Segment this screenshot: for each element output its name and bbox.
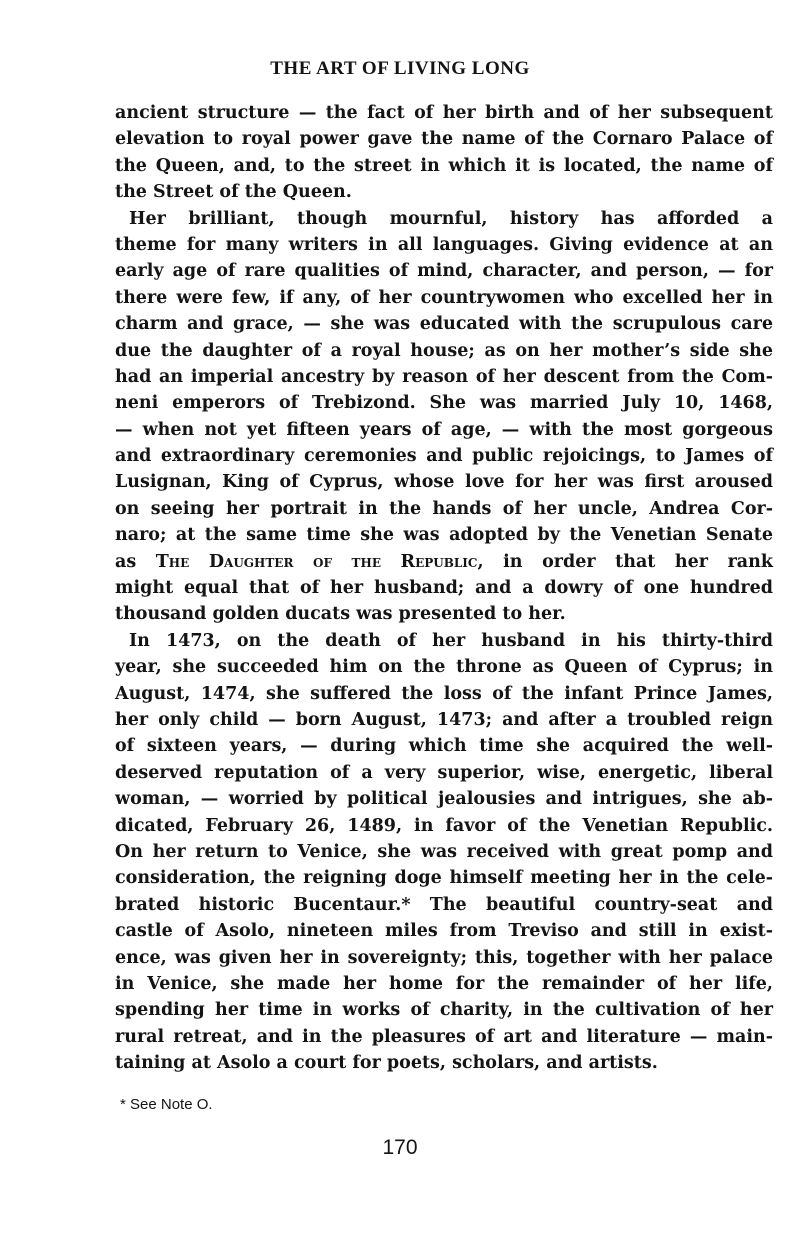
text-line: taining at Asolo a court for poets, scholars, and artists.	[115, 1053, 658, 1074]
text-line: On her return to Venice, she was received with great pomp and	[115, 841, 773, 862]
text-line: the Street of the Queen.	[115, 182, 352, 203]
text-line: spending her time in works of charity, in the cultivation of her	[115, 1000, 773, 1021]
text-line: the Queen, and, to the street in which it is located, the name of	[115, 155, 773, 176]
text-line: in Venice, she made her home for the remainder of her life,	[115, 973, 773, 994]
text-line: year, she succeeded him on the throne as Queen of Cyprus; in	[115, 657, 773, 678]
text-line: elevation to royal power gave the name of the Cornaro Palace of	[115, 129, 773, 150]
text-line: rural retreat, and in the pleasures of art and literature — main-	[115, 1026, 773, 1047]
text-line: castle of Asolo, nineteen miles from Treviso and still in exist-	[115, 921, 773, 942]
text-line: deserved reputation of a very superior, wise, energetic, liberal	[115, 762, 773, 783]
text-line: — when not yet fifteen years of age, — with the most gorgeous	[115, 419, 773, 440]
text-line: theme for many writers in all languages. Giving evidence at an	[115, 234, 773, 255]
text-line: dicated, February 26, 1489, in favor of the Venetian Republic.	[115, 815, 773, 836]
text-line: had an imperial ancestry by reason of her descent from the Com-	[115, 366, 773, 387]
text-line: might equal that of her husband; and a dowry of one hundred	[115, 578, 773, 599]
text-line: In 1473, on the death of her husband in his thirty-third	[129, 630, 773, 651]
text-line: charm and grace, — she was educated with the scrupulous care	[115, 314, 773, 335]
text-line-small-caps	[115, 549, 773, 575]
text-line: Lusignan, King of Cyprus, whose love for her was first aroused	[115, 472, 773, 493]
text-line: woman, — worried by political jealousies and intrigues, she ab-	[115, 789, 773, 810]
body-text	[115, 100, 773, 1076]
text-line: ancient structure — the fact of her birth and of her subsequent	[115, 103, 773, 123]
footnote: * See Note O.	[120, 1096, 213, 1113]
text-line: Her brilliant, though mournful, history has afforded a	[129, 208, 773, 229]
text-line: and extraordinary ceremonies and public rejoicings, to James of	[115, 446, 773, 467]
text-line: naro; at the same time she was adopted by the Venetian Senate	[115, 525, 773, 546]
text-line: of sixteen years, — during which time she acquired the well-	[115, 736, 773, 757]
text-line: due the daughter of a royal house; as on her mother’s side she	[115, 340, 773, 361]
text-line: thousand golden ducats was presented to her.	[115, 604, 566, 625]
text-line: there were few, if any, of her countrywomen who excelled her in	[115, 287, 773, 308]
page-number: 170	[382, 1136, 418, 1159]
small-caps-phrase: The Daughter of the Republic	[155, 551, 478, 572]
text-line: early age of rare qualities of mind, character, and person, — for	[115, 261, 773, 282]
running-head: THE ART OF LIVING LONG	[270, 58, 530, 79]
text-line: on seeing her portrait in the hands of her uncle, Andrea Cor-	[115, 498, 773, 519]
text-line-content: as The Daughter of the Republic, in order that her rank	[115, 551, 773, 572]
text-line: ence, was given her in sovereignty; this, together with her palace	[115, 947, 773, 968]
text-line: consideration, the reigning doge himself meeting her in the cele-	[115, 868, 773, 889]
text-line: neni emperors of Trebizond. She was married July 10, 1468,	[115, 393, 773, 414]
text-line: August, 1474, she suffered the loss of the infant Prince James,	[115, 683, 773, 704]
text-line: her only child — born August, 1473; and after a troubled reign	[115, 709, 773, 730]
text-line: brated historic Bucentaur.* The beautiful country-seat and	[115, 894, 773, 915]
